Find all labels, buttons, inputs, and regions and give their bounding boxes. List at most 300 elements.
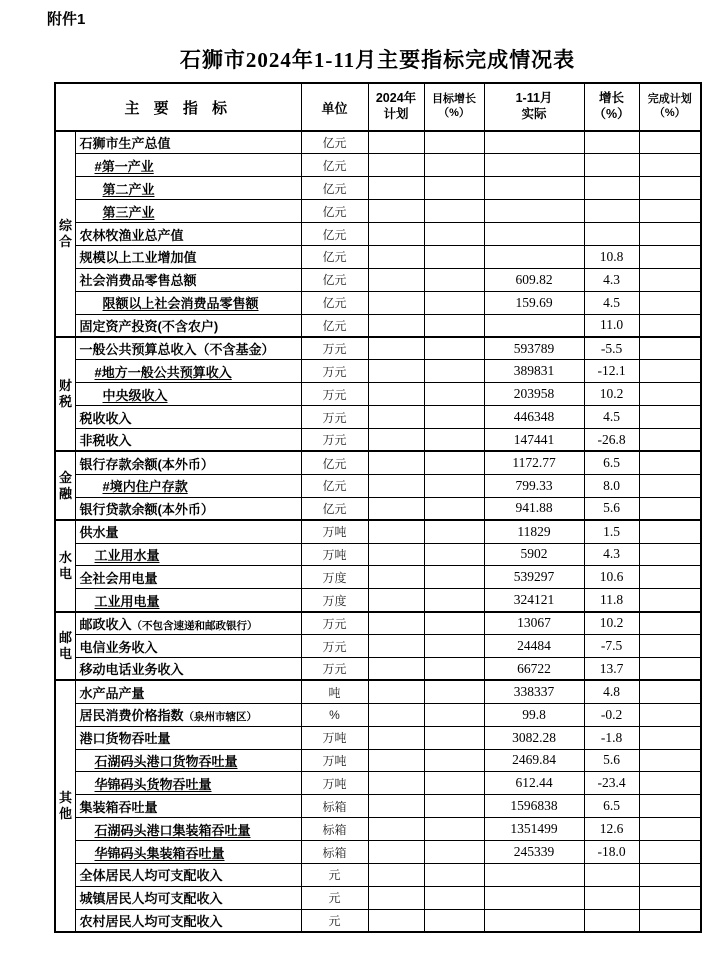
actual-cell	[484, 245, 584, 268]
growth-cell: -23.4	[584, 772, 639, 795]
growth-cell: 10.2	[584, 612, 639, 635]
actual-cell: 539297	[484, 566, 584, 589]
table-row	[55, 543, 701, 566]
indicator-label: 银行贷款余额(本外币）	[79, 501, 214, 517]
plan-cell	[368, 657, 424, 680]
table-row	[55, 841, 701, 864]
plan-cell	[368, 268, 424, 291]
plan-cell	[368, 429, 424, 452]
completion-cell	[639, 268, 701, 291]
unit-cell: 万吨	[301, 749, 368, 772]
actual-cell: 446348	[484, 406, 584, 429]
actual-cell: 159.69	[484, 291, 584, 314]
completion-cell	[639, 497, 701, 520]
indicator-label: 工业用水量	[94, 547, 160, 563]
indicator-cell	[75, 223, 301, 246]
group-label: 邮电	[55, 612, 75, 681]
actual-cell	[484, 177, 584, 200]
plan-cell	[368, 360, 424, 383]
growth-cell: 5.6	[584, 497, 639, 520]
target-growth-cell	[424, 657, 484, 680]
indicator-cell	[75, 589, 301, 612]
target-growth-cell	[424, 154, 484, 177]
table-row	[55, 223, 701, 246]
actual-cell: 389831	[484, 360, 584, 383]
unit-cell: 亿元	[301, 451, 368, 474]
header-plan-line1: 2024年	[375, 91, 417, 106]
table-row	[55, 772, 701, 795]
indicator-label: #地方一般公共预算收入	[94, 364, 232, 380]
actual-cell	[484, 131, 584, 154]
table-row	[55, 589, 701, 612]
indicator-cell	[75, 818, 301, 841]
actual-cell: 338337	[484, 680, 584, 703]
header-indicator: 主 要 指 标	[55, 83, 301, 131]
plan-cell	[368, 314, 424, 337]
completion-cell	[639, 177, 701, 200]
unit-cell: 亿元	[301, 245, 368, 268]
indicator-label: 第三产业	[102, 204, 155, 220]
table-row	[55, 360, 701, 383]
indicator-label: 农村居民人均可支配收入	[79, 913, 223, 929]
indicator-cell	[75, 612, 301, 635]
indicator-cell	[75, 749, 301, 772]
header-growth	[584, 83, 639, 131]
target-growth-cell	[424, 864, 484, 887]
actual-cell: 1351499	[484, 818, 584, 841]
header-row	[55, 83, 701, 131]
table-row	[55, 497, 701, 520]
indicator-label: 石湖码头港口集装箱吞吐量	[94, 822, 251, 838]
growth-cell: 11.0	[584, 314, 639, 337]
table-row	[55, 429, 701, 452]
indicator-label: 全体居民人均可支配收入	[79, 868, 223, 884]
indicator-cell	[75, 657, 301, 680]
actual-cell: 147441	[484, 429, 584, 452]
growth-cell: 6.5	[584, 795, 639, 818]
completion-cell	[639, 245, 701, 268]
target-growth-cell	[424, 245, 484, 268]
indicator-cell	[75, 566, 301, 589]
table-body	[55, 131, 701, 932]
completion-cell	[639, 795, 701, 818]
header-completion-line2: （%）	[653, 107, 686, 119]
indicator-cell	[75, 474, 301, 497]
plan-cell	[368, 749, 424, 772]
indicator-label: 银行存款余额(本外币）	[79, 456, 214, 472]
target-growth-cell	[424, 635, 484, 658]
growth-cell	[584, 886, 639, 909]
plan-cell	[368, 818, 424, 841]
growth-cell	[584, 131, 639, 154]
unit-cell: 万吨	[301, 772, 368, 795]
indicator-label: 居民消费价格指数	[79, 708, 184, 724]
table-row	[55, 200, 701, 223]
indicator-label: 港口货物吞吐量	[79, 731, 171, 747]
indicator-cell	[75, 635, 301, 658]
unit-cell: 万度	[301, 589, 368, 612]
unit-cell: 万吨	[301, 543, 368, 566]
plan-cell	[368, 451, 424, 474]
actual-cell: 2469.84	[484, 749, 584, 772]
actual-cell: 609.82	[484, 268, 584, 291]
indicator-cell	[75, 406, 301, 429]
actual-cell: 24484	[484, 635, 584, 658]
unit-cell: 元	[301, 864, 368, 887]
indicator-cell	[75, 772, 301, 795]
growth-cell: 4.5	[584, 291, 639, 314]
plan-cell	[368, 680, 424, 703]
target-growth-cell	[424, 314, 484, 337]
indicator-label: 中央级收入	[102, 387, 168, 403]
target-growth-cell	[424, 886, 484, 909]
indicator-label: 限额以上社会消费品零售额	[102, 296, 259, 312]
completion-cell	[639, 703, 701, 726]
actual-cell: 593789	[484, 337, 584, 360]
unit-cell: 万吨	[301, 726, 368, 749]
plan-cell	[368, 772, 424, 795]
growth-cell: -26.8	[584, 429, 639, 452]
unit-cell: 万元	[301, 657, 368, 680]
plan-cell	[368, 291, 424, 314]
indicator-cell	[75, 268, 301, 291]
target-growth-cell	[424, 337, 484, 360]
unit-cell: 亿元	[301, 223, 368, 246]
target-growth-cell	[424, 772, 484, 795]
header-actual-line1: 1-11月	[515, 91, 553, 106]
indicator-cell	[75, 520, 301, 543]
indicator-label: 农林牧渔业总产值	[79, 227, 184, 243]
indicator-cell	[75, 703, 301, 726]
completion-cell	[639, 841, 701, 864]
completion-cell	[639, 589, 701, 612]
table-row	[55, 795, 701, 818]
target-growth-cell	[424, 726, 484, 749]
unit-cell: 亿元	[301, 497, 368, 520]
indicator-label: 规模以上工业增加值	[79, 250, 197, 266]
completion-cell	[639, 680, 701, 703]
growth-cell: -5.5	[584, 337, 639, 360]
completion-cell	[639, 635, 701, 658]
indicator-cell	[75, 291, 301, 314]
actual-cell	[484, 909, 584, 932]
indicator-label: 集装箱吞吐量	[79, 799, 158, 815]
unit-cell: 标箱	[301, 818, 368, 841]
plan-cell	[368, 154, 424, 177]
page-title: 石狮市2024年1-11月主要指标完成情况表	[179, 48, 576, 72]
header-target-growth	[424, 83, 484, 131]
growth-cell: 4.5	[584, 406, 639, 429]
unit-cell: 万元	[301, 383, 368, 406]
indicator-label: #第一产业	[94, 158, 154, 174]
plan-cell	[368, 886, 424, 909]
plan-cell	[368, 795, 424, 818]
growth-cell: -7.5	[584, 635, 639, 658]
growth-cell: 10.2	[584, 383, 639, 406]
growth-cell: 4.3	[584, 543, 639, 566]
completion-cell	[639, 543, 701, 566]
completion-cell	[639, 520, 701, 543]
growth-cell	[584, 223, 639, 246]
completion-cell	[639, 429, 701, 452]
target-growth-cell	[424, 703, 484, 726]
header-growth-line1: 增长	[599, 91, 625, 106]
target-growth-cell	[424, 841, 484, 864]
plan-cell	[368, 841, 424, 864]
header-target-line1: 目标增长	[432, 93, 477, 106]
indicator-label: 城镇居民人均可支配收入	[79, 891, 223, 907]
completion-cell	[639, 314, 701, 337]
target-growth-cell	[424, 680, 484, 703]
header-completion	[639, 83, 701, 131]
table-row	[55, 314, 701, 337]
unit-cell: 万元	[301, 635, 368, 658]
table-row	[55, 406, 701, 429]
actual-cell: 1596838	[484, 795, 584, 818]
actual-cell	[484, 886, 584, 909]
indicator-cell	[75, 909, 301, 932]
plan-cell	[368, 223, 424, 246]
unit-cell: 标箱	[301, 841, 368, 864]
growth-cell: 13.7	[584, 657, 639, 680]
completion-cell	[639, 818, 701, 841]
actual-cell: 245339	[484, 841, 584, 864]
header-completion-line1: 完成计划	[647, 93, 692, 106]
actual-cell: 3082.28	[484, 726, 584, 749]
growth-cell: 12.6	[584, 818, 639, 841]
plan-cell	[368, 864, 424, 887]
indicator-label-note: （不包含速递和邮政银行）	[131, 619, 258, 632]
completion-cell	[639, 886, 701, 909]
completion-cell	[639, 772, 701, 795]
indicator-cell	[75, 795, 301, 818]
growth-cell: 8.0	[584, 474, 639, 497]
unit-cell: 亿元	[301, 177, 368, 200]
target-growth-cell	[424, 795, 484, 818]
indicator-cell	[75, 451, 301, 474]
completion-cell	[639, 337, 701, 360]
target-growth-cell	[424, 474, 484, 497]
actual-cell	[484, 200, 584, 223]
table-row	[55, 749, 701, 772]
target-growth-cell	[424, 749, 484, 772]
growth-cell: 11.8	[584, 589, 639, 612]
plan-cell	[368, 909, 424, 932]
indicator-cell	[75, 131, 301, 154]
growth-cell: 10.6	[584, 566, 639, 589]
actual-cell: 941.88	[484, 497, 584, 520]
unit-cell: 吨	[301, 680, 368, 703]
plan-cell	[368, 726, 424, 749]
table-row	[55, 680, 701, 703]
actual-cell: 11829	[484, 520, 584, 543]
growth-cell: -1.8	[584, 726, 639, 749]
plan-cell	[368, 589, 424, 612]
unit-cell: 元	[301, 909, 368, 932]
header-growth-line2: （%）	[593, 107, 630, 121]
unit-cell: 万元	[301, 337, 368, 360]
target-growth-cell	[424, 543, 484, 566]
unit-cell: 亿元	[301, 268, 368, 291]
table-row	[55, 566, 701, 589]
group-label: 其他	[55, 680, 75, 932]
growth-cell: -12.1	[584, 360, 639, 383]
target-growth-cell	[424, 291, 484, 314]
table-row	[55, 726, 701, 749]
indicator-label: 石湖码头港口货物吞吐量	[94, 753, 238, 769]
group-label: 水电	[55, 520, 75, 612]
actual-cell: 1172.77	[484, 451, 584, 474]
table-row	[55, 818, 701, 841]
indicators-table	[54, 82, 702, 933]
plan-cell	[368, 131, 424, 154]
indicator-cell	[75, 200, 301, 223]
header-plan-2024	[368, 83, 424, 131]
completion-cell	[639, 566, 701, 589]
plan-cell	[368, 612, 424, 635]
completion-cell	[639, 406, 701, 429]
indicator-label: 华锦码头货物吞吐量	[94, 776, 212, 792]
table-row	[55, 268, 701, 291]
completion-cell	[639, 383, 701, 406]
unit-cell: 亿元	[301, 474, 368, 497]
indicator-label: #境内住户存款	[102, 479, 188, 495]
completion-cell	[639, 131, 701, 154]
completion-cell	[639, 200, 701, 223]
unit-cell: 万元	[301, 429, 368, 452]
indicator-label: 社会消费品零售总额	[79, 273, 197, 289]
attachment-label: 附件1	[47, 11, 86, 28]
indicator-cell	[75, 383, 301, 406]
header-target-line2: （%）	[438, 107, 470, 119]
growth-cell: -18.0	[584, 841, 639, 864]
unit-cell: 亿元	[301, 200, 368, 223]
indicator-label: 移动电话业务收入	[79, 662, 184, 678]
plan-cell	[368, 245, 424, 268]
target-growth-cell	[424, 268, 484, 291]
table-row	[55, 886, 701, 909]
plan-cell	[368, 200, 424, 223]
indicator-cell	[75, 497, 301, 520]
actual-cell: 612.44	[484, 772, 584, 795]
plan-cell	[368, 474, 424, 497]
table-row	[55, 177, 701, 200]
plan-cell	[368, 566, 424, 589]
growth-cell: 4.8	[584, 680, 639, 703]
table-row	[55, 657, 701, 680]
table-row	[55, 635, 701, 658]
indicator-cell	[75, 314, 301, 337]
growth-cell: 6.5	[584, 451, 639, 474]
completion-cell	[639, 223, 701, 246]
indicator-label: 工业用电量	[94, 593, 160, 609]
plan-cell	[368, 383, 424, 406]
indicator-label: 税收收入	[79, 410, 132, 426]
growth-cell: 10.8	[584, 245, 639, 268]
indicator-label: 电信业务收入	[79, 639, 158, 655]
unit-cell: 亿元	[301, 131, 368, 154]
unit-cell: 亿元	[301, 291, 368, 314]
growth-cell: -0.2	[584, 703, 639, 726]
table-row	[55, 291, 701, 314]
completion-cell	[639, 864, 701, 887]
table-row	[55, 612, 701, 635]
plan-cell	[368, 703, 424, 726]
indicator-cell	[75, 154, 301, 177]
unit-cell: 万元	[301, 360, 368, 383]
table-row	[55, 520, 701, 543]
plan-cell	[368, 177, 424, 200]
growth-cell	[584, 177, 639, 200]
plan-cell	[368, 543, 424, 566]
indicator-label: 固定资产投资(不含农户)	[79, 318, 219, 334]
completion-cell	[639, 360, 701, 383]
actual-cell: 66722	[484, 657, 584, 680]
target-growth-cell	[424, 223, 484, 246]
table-row	[55, 383, 701, 406]
group-label: 财税	[55, 337, 75, 451]
indicator-cell	[75, 886, 301, 909]
plan-cell	[368, 406, 424, 429]
actual-cell: 5902	[484, 543, 584, 566]
table-row	[55, 245, 701, 268]
indicator-cell	[75, 177, 301, 200]
header-actual	[484, 83, 584, 131]
unit-cell: %	[301, 703, 368, 726]
target-growth-cell	[424, 520, 484, 543]
table-row	[55, 131, 701, 154]
completion-cell	[639, 154, 701, 177]
completion-cell	[639, 726, 701, 749]
indicator-label: 非税收入	[79, 433, 132, 449]
completion-cell	[639, 909, 701, 932]
target-growth-cell	[424, 451, 484, 474]
indicator-cell	[75, 543, 301, 566]
target-growth-cell	[424, 200, 484, 223]
indicator-cell	[75, 864, 301, 887]
target-growth-cell	[424, 612, 484, 635]
indicator-cell	[75, 245, 301, 268]
table-row	[55, 451, 701, 474]
indicator-cell	[75, 841, 301, 864]
plan-cell	[368, 497, 424, 520]
header-plan-line2: 计划	[383, 107, 409, 121]
growth-cell	[584, 909, 639, 932]
growth-cell: 5.6	[584, 749, 639, 772]
unit-cell: 标箱	[301, 795, 368, 818]
indicator-label: 全社会用电量	[79, 570, 158, 586]
target-growth-cell	[424, 909, 484, 932]
target-growth-cell	[424, 497, 484, 520]
header-unit: 单位	[301, 83, 368, 131]
growth-cell: 1.5	[584, 520, 639, 543]
unit-cell: 亿元	[301, 154, 368, 177]
unit-cell: 亿元	[301, 314, 368, 337]
actual-cell	[484, 314, 584, 337]
header-actual-line2: 实际	[521, 107, 547, 121]
table-row	[55, 864, 701, 887]
indicator-label: 石狮市生产总值	[79, 136, 171, 152]
actual-cell: 99.8	[484, 703, 584, 726]
completion-cell	[639, 749, 701, 772]
indicator-cell	[75, 360, 301, 383]
unit-cell: 万元	[301, 406, 368, 429]
indicator-label: 第二产业	[102, 181, 155, 197]
completion-cell	[639, 612, 701, 635]
target-growth-cell	[424, 131, 484, 154]
completion-cell	[639, 291, 701, 314]
target-growth-cell	[424, 383, 484, 406]
